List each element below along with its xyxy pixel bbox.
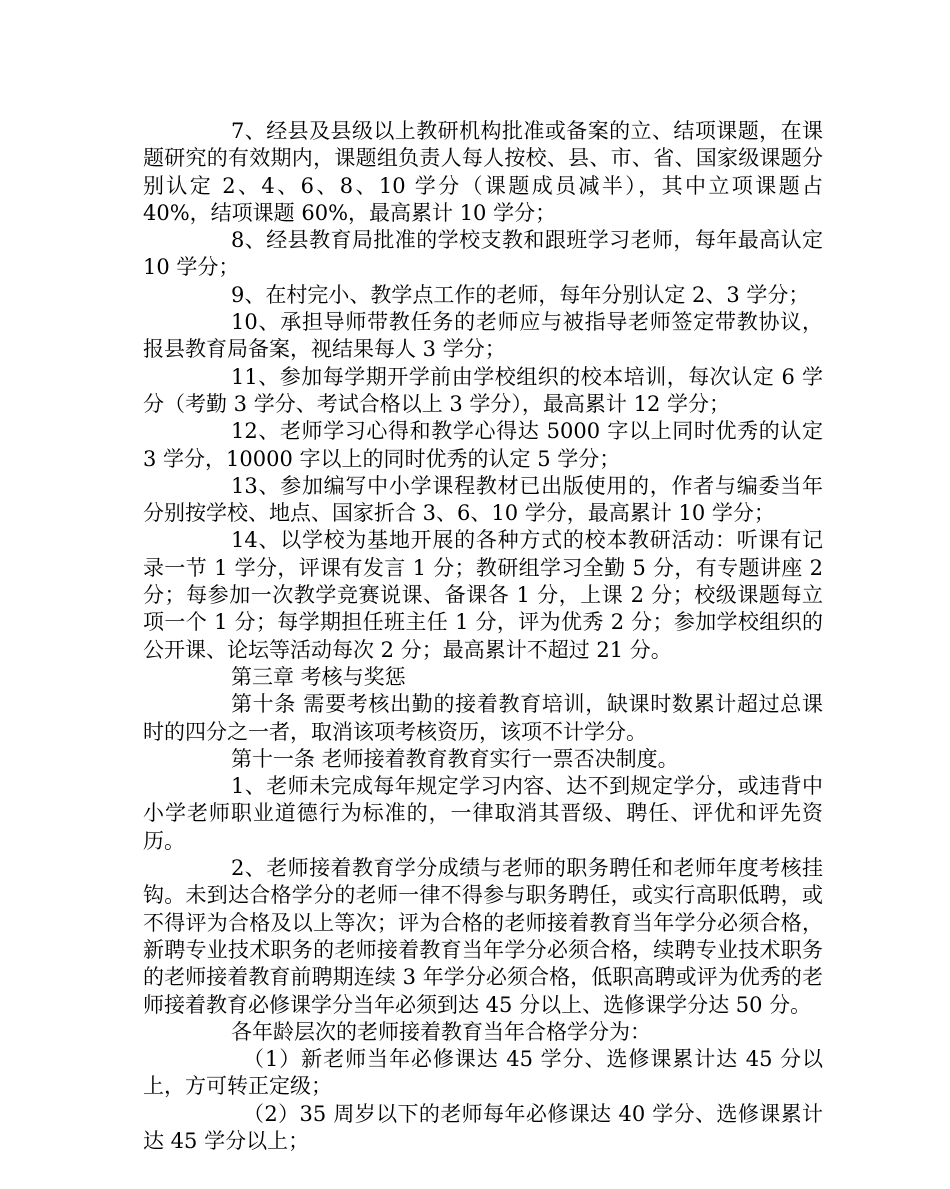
paragraph-item-11: 11、参加每学期开学前由学校组织的校本培训，每次认定 6 学分（考勤 3 学分、考试合格以上 3 学分），最高累计 12 学分； — [143, 364, 823, 416]
document-body — [143, 118, 823, 1155]
article-10: 第十条 需要考核出勤的接着教育培训，缺课时数累计超过总课时的四分之一者，取消该项考核资历，该项不计学分。 — [143, 692, 823, 744]
paragraph-item-10: 10、承担导师带教任务的老师应与被指导老师签定带教协议，报县教育局备案，视结果每人 3 学分； — [143, 310, 823, 362]
paragraph-item-12: 12、老师学习心得和教学心得达 5000 字以上同时优秀的认定 3 学分，10000 字以上的同时优秀的认定 5 学分； — [143, 419, 823, 471]
paragraph-item-8: 8、经县教育局批准的学校支教和跟班学习老师，每年最高认定 10 学分； — [143, 228, 823, 280]
chapter-heading: 第三章 考核与奖惩 — [231, 664, 406, 689]
article-11-clause-1: 1、老师未完成每年规定学习内容、达不到规定学分，或违背中小学老师职业道德行为标准的，一律取消其晋级、聘任、评优和评先资历。 — [143, 774, 823, 853]
age-group-item-2: （2）35 周岁以下的老师每年必修课达 40 学分、选修课累计达 45 学分以上； — [143, 1101, 823, 1153]
article-11: 第十一条 老师接着教育教育实行一票否决制度。 — [231, 746, 679, 771]
paragraph-item-9: 9、在村完小、教学点工作的老师，每年分别认定 2、3 学分； — [231, 282, 810, 307]
paragraph-item-14: 14、以学校为基地开展的各种方式的校本教研活动：听课有记录一节 1 学分，评课有发言 1 分；教研组学习全勤 5 分，有专题讲座 2 分；每参加一次教学竞赛说课、备课各 1 分，上课 2 分；校级课题每立项一个 1 分；每学期担任班主任 1 分，评为优秀 2 分；参加学校组织的公开课、论坛等活动每次 2 分；最高累计不超过 21 分。 — [143, 528, 823, 662]
paragraph-item-13: 13、参加编写中小学课程教材已出版使用的，作者与编委当年分别按学校、地点、国家折合 3、6、10 学分，最高累计 10 学分； — [143, 473, 823, 526]
age-group-intro: 各年龄层次的老师接着教育当年合格学分为： — [231, 1019, 651, 1044]
article-11-clause-2: 2、老师接着教育学分成绩与老师的职务聘任和老师年度考核挂钩。未到达合格学分的老师一律不得参与职务聘任，或实行高职低聘，或不得评为合格及以上等次；评为合格的老师接着教育当年学分必须合格，新聘专业技术职务的老师接着教育当年学分必须合格，续聘专业技术职务的老师接着教育前聘期连续 3 年学分必须合格，低职高聘或评为优秀的老师接着教育必修课学分当年必须到达 45 分以上、选修课学分达 50 分。 — [143, 856, 823, 1017]
age-group-item-1: （1）新老师当年必修课达 45 学分、选修课累计达 45 分以上，方可转正定级； — [143, 1047, 823, 1099]
paragraph-item-7: 7、经县及县级以上教研机构批准或备案的立、结项课题，在课题研究的有效期内，课题组负责人每人按校、县、市、省、国家级课题分别认定 2、4、6、8、10 学分（课题成员减半），其中立项课题占 40%，结项课题 60%，最高累计 10 学分； — [143, 119, 823, 225]
